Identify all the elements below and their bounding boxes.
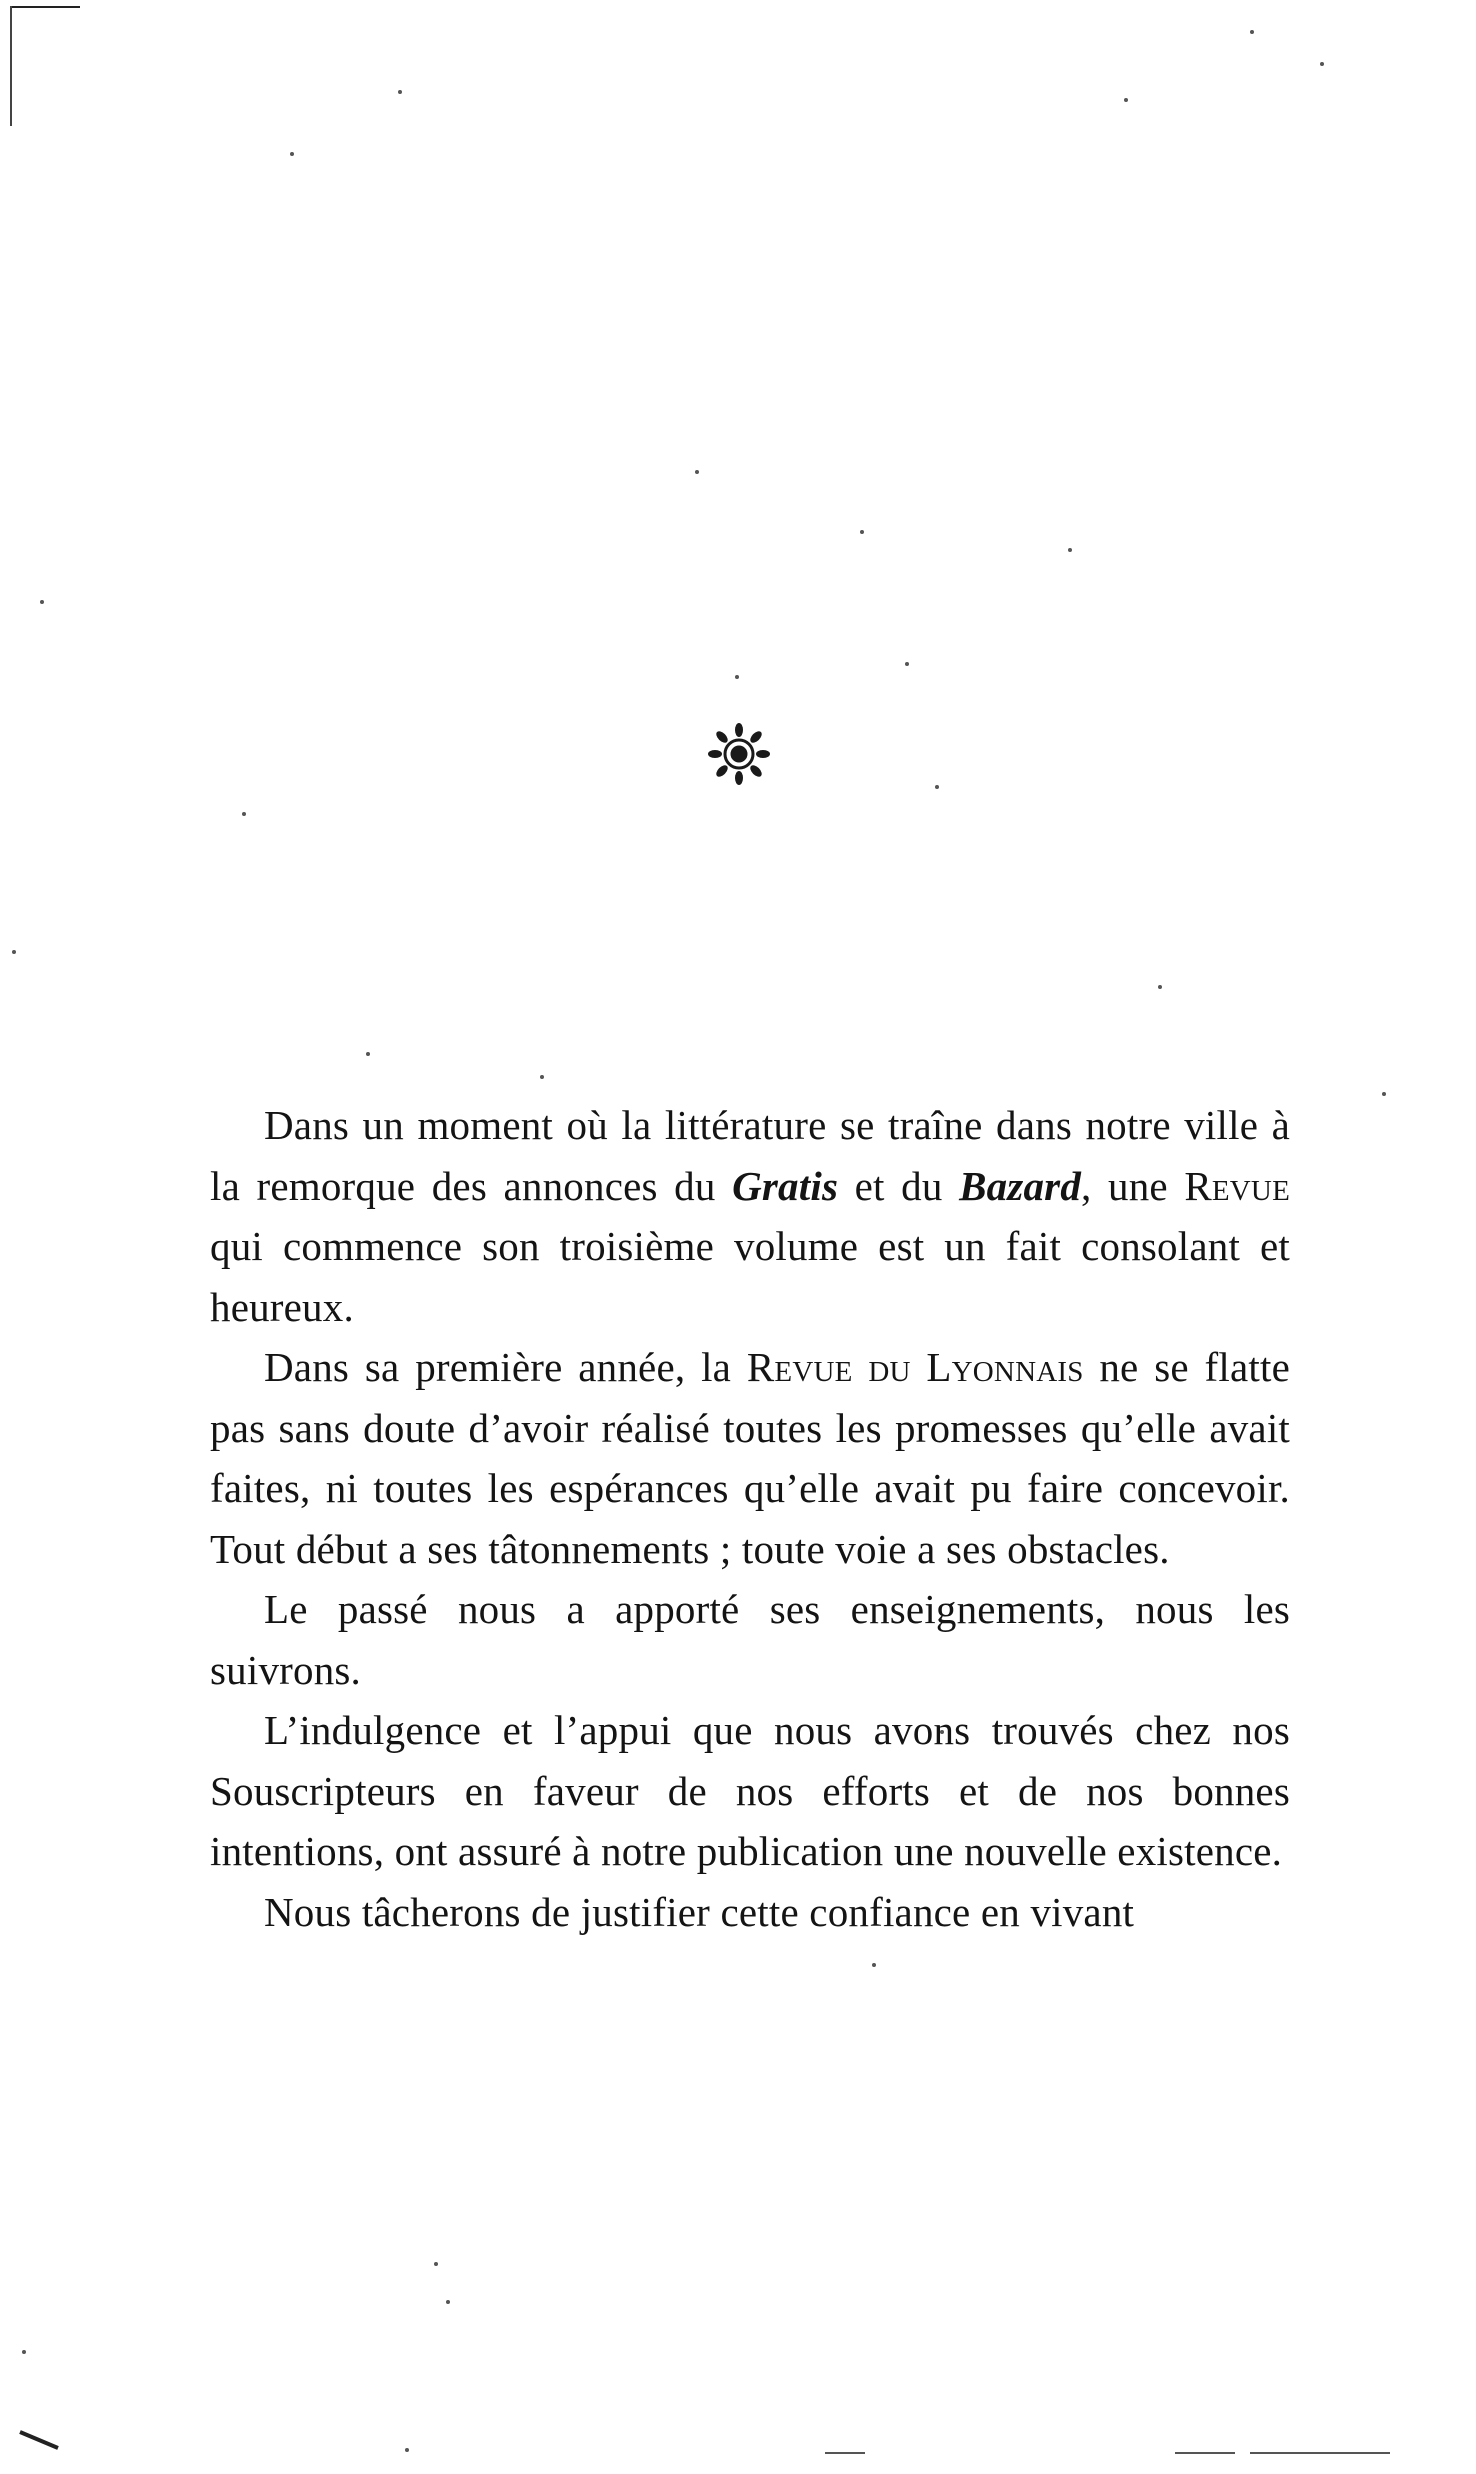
body-text xyxy=(210,1095,1290,1942)
speck xyxy=(242,812,246,816)
scan-edge-bottom xyxy=(1250,2452,1390,2454)
speck xyxy=(872,1963,876,1967)
speck xyxy=(735,675,739,679)
speck xyxy=(1320,62,1324,66)
text-run-italic: Gratis xyxy=(732,1162,839,1209)
scan-edge-top xyxy=(10,6,80,8)
speck xyxy=(12,950,16,954)
speck xyxy=(1158,985,1162,989)
speck xyxy=(1250,30,1254,34)
text-run-small-caps: Revue du Lyonnais xyxy=(746,1344,1084,1390)
paragraph xyxy=(210,1700,1290,1882)
speck xyxy=(905,662,909,666)
text-run: Dans un moment où la littérature se traîne dans notre ville à la remorque des annonces du xyxy=(210,1102,1290,1209)
text-run-italic: Bazard xyxy=(959,1162,1082,1209)
speck xyxy=(366,1052,370,1056)
floral-ornament-icon xyxy=(707,722,771,786)
speck xyxy=(22,2350,26,2354)
text-run: Le passé nous a apporté ses enseignements, nous les suivrons. xyxy=(210,1586,1290,1693)
speck xyxy=(434,2262,438,2266)
speck xyxy=(40,600,44,604)
text-run-small-caps: Revue xyxy=(1184,1162,1290,1209)
text-run: et du xyxy=(838,1162,960,1209)
speck xyxy=(290,152,294,156)
paragraph xyxy=(210,1337,1290,1579)
paragraph xyxy=(210,1882,1290,1943)
speck xyxy=(1124,98,1128,102)
speck xyxy=(695,470,699,474)
speck xyxy=(446,2300,450,2304)
text-run: Dans sa première année, la xyxy=(264,1344,747,1390)
scan-edge-left xyxy=(10,6,12,126)
text-run: qui commence son troisième volume est un fait consolant et heureux. xyxy=(210,1223,1290,1330)
paragraph xyxy=(210,1095,1290,1337)
speck xyxy=(935,785,939,789)
text-run: L’indulgence et l’appui que nous avons trouvés chez nos Souscripteurs en faveur de nos efforts et de nos bonnes intentions, ont assuré à notre publication une nouvelle existence. xyxy=(210,1707,1290,1874)
scan-edge-bottom xyxy=(1175,2452,1235,2454)
speck xyxy=(405,2448,409,2452)
speck xyxy=(540,1075,544,1079)
scan-corner-mark xyxy=(18,2430,62,2450)
speck xyxy=(860,530,864,534)
text-run: , une xyxy=(1081,1162,1185,1209)
paragraph xyxy=(210,1579,1290,1700)
scan-edge-bottom xyxy=(825,2452,865,2454)
speck xyxy=(398,90,402,94)
speck xyxy=(1068,548,1072,552)
text-run: ne se flatte pas sans doute d’avoir réalisé toutes les promesses qu’elle avait faites, ni toutes les espérances qu’elle avait pu faire concevoir. Tout début a ses tâtonnements ; toute voie a ses obstacles. xyxy=(210,1344,1290,1572)
speck xyxy=(1382,1092,1386,1096)
text-run: Nous tâcherons de justifier cette confiance en vivant xyxy=(264,1888,1135,1935)
